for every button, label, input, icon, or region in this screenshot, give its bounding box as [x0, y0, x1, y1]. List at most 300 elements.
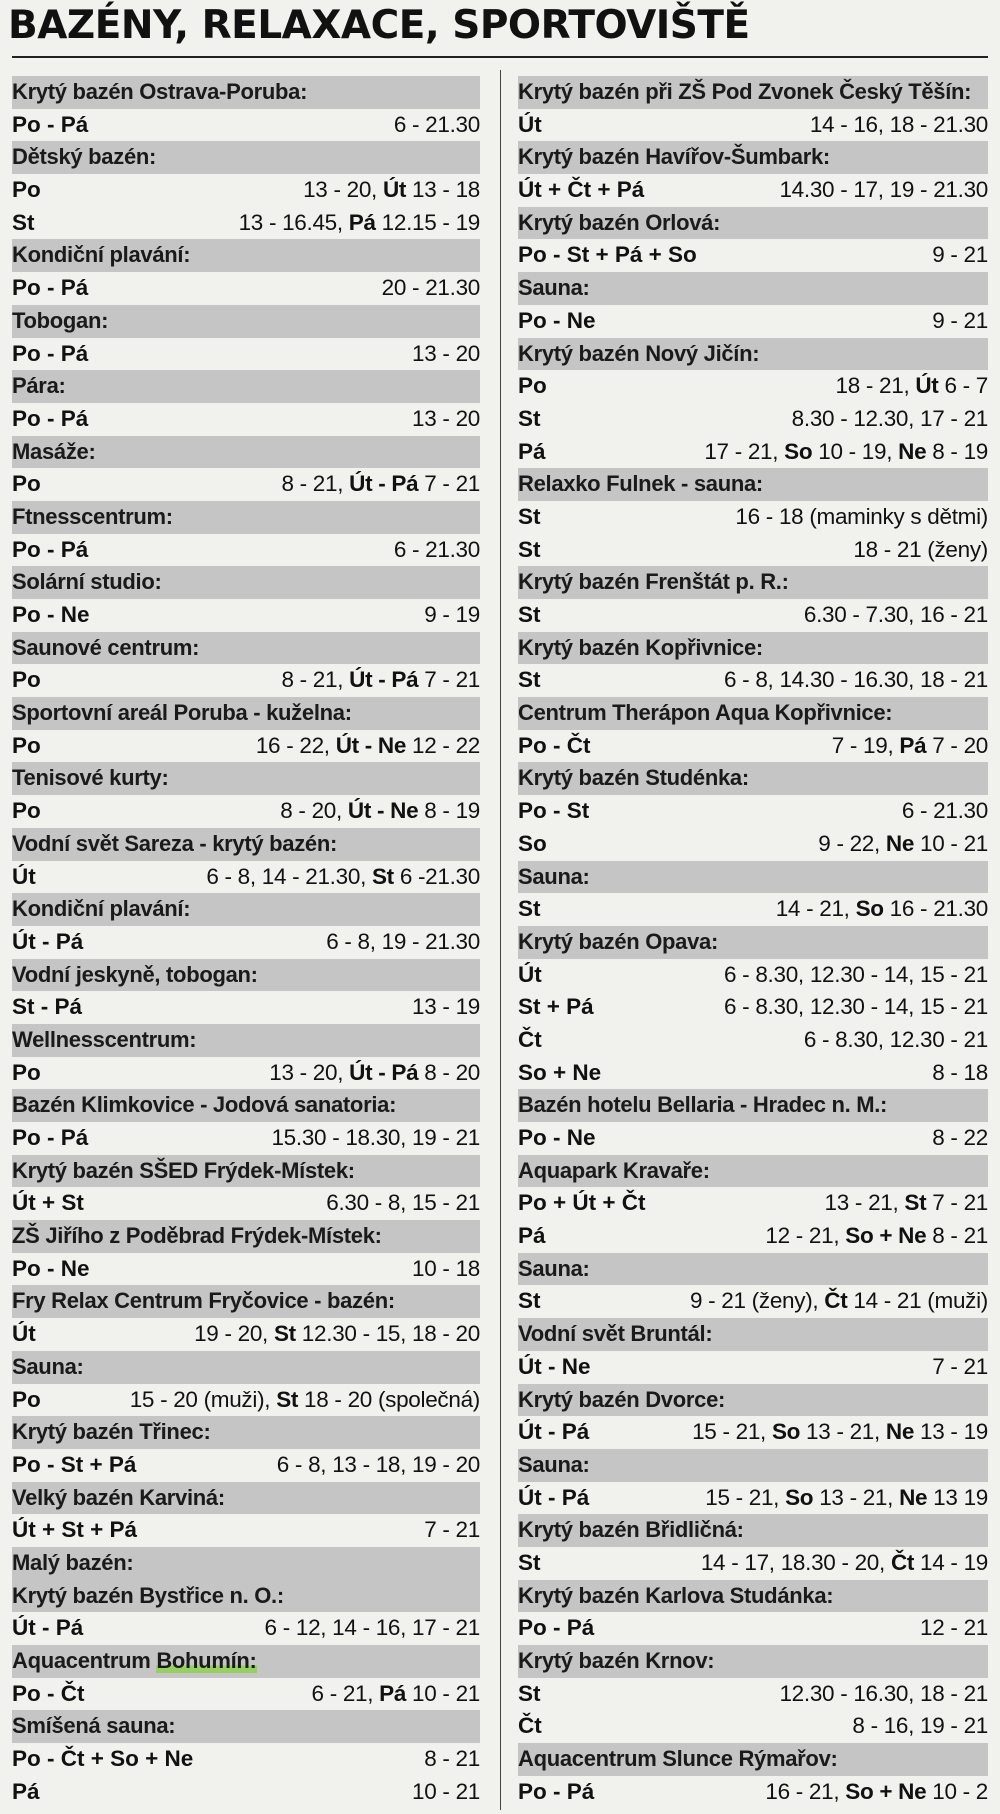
- venue-name: Tobogan:: [12, 307, 109, 333]
- day-label: Út - Pá: [349, 471, 419, 497]
- hours-value: 14 - 21, So 16 - 21.30: [775, 896, 988, 922]
- hours-value: 13 - 19: [412, 994, 480, 1020]
- venue-name: Sauna:: [12, 1353, 84, 1379]
- venue-header: [518, 76, 988, 109]
- hours-value: 6 - 21, Pá 10 - 21: [311, 1680, 480, 1706]
- schedule-row: [518, 1612, 988, 1645]
- schedule-row: [518, 1024, 988, 1057]
- days-label: Po - Pá: [12, 111, 89, 137]
- venue-header: [12, 370, 480, 403]
- venue-name: Smíšená sauna:: [12, 1713, 176, 1739]
- venue-name: Pára:: [12, 373, 66, 399]
- hours-value: 6 - 8, 14 - 21.30, St 6 -21.30: [206, 863, 480, 889]
- days-label: Pá: [12, 1778, 40, 1804]
- schedule-row: [518, 795, 988, 828]
- days-label: Po - Ne: [518, 307, 596, 333]
- venue-name: Krytý bazén Dvorce:: [518, 1386, 726, 1412]
- hours-value: 9 - 21 (ženy), Čt 14 - 21 (muži): [689, 1288, 988, 1314]
- hours-value: 13 - 16.45, Pá 12.15 - 19: [238, 209, 480, 235]
- schedule-row: [12, 403, 480, 436]
- venue-name: Bazén Klimkovice - Jodová sanatoria:: [12, 1092, 397, 1118]
- venue-name: Saunové centrum:: [12, 634, 200, 660]
- venue-name: Krytý bazén Břidličná:: [518, 1517, 744, 1543]
- hours-value: 8 - 16, 19 - 21: [852, 1713, 988, 1739]
- hours-value: 6.30 - 8, 15 - 21: [326, 1190, 480, 1216]
- venue-header: [518, 1580, 988, 1613]
- schedule-row: [12, 338, 480, 371]
- hours-value: 18 - 21, Út 6 - 7: [835, 373, 988, 399]
- schedule-row: [518, 1285, 988, 1318]
- venue-name: Krytý bazén Kopřivnice:: [518, 634, 763, 660]
- hours-value: 19 - 20, St 12.30 - 15, 18 - 20: [194, 1321, 480, 1347]
- schedule-row: [518, 1351, 988, 1384]
- hours-value: 6.30 - 7.30, 16 - 21: [803, 602, 988, 627]
- days-label: Po - St + Pá + So: [518, 242, 697, 268]
- venue-name: Wellnesscentrum:: [12, 1026, 197, 1052]
- schedule-row: [518, 305, 988, 338]
- venue-name: Aquacentrum Slunce Rýmařov:: [518, 1746, 838, 1772]
- schedule-row: [12, 534, 480, 567]
- day-label: Út - Ne: [335, 732, 407, 758]
- venue-header: [12, 1089, 480, 1122]
- venue-name: Sauna:: [518, 1255, 590, 1281]
- day-label: St: [276, 1386, 299, 1412]
- days-label: St: [518, 896, 541, 922]
- day-label: Pá: [899, 732, 927, 758]
- days-label: Po: [12, 1059, 41, 1085]
- schedule-row: [12, 1678, 480, 1711]
- venue-name: Sportovní areál Poruba - kuželna:: [12, 700, 352, 726]
- venue-header: [518, 1514, 988, 1547]
- venue-name: Krytý bazén Frenštát p. R.:: [518, 569, 789, 595]
- days-label: St: [518, 602, 541, 627]
- venue-header: [518, 1645, 988, 1678]
- schedule-row: [12, 1122, 480, 1155]
- venue-header: [12, 959, 480, 992]
- schedule-row: [12, 1057, 480, 1090]
- venue-header: [12, 828, 480, 861]
- venue-name: Krytý bazén Opava:: [518, 928, 719, 954]
- schedule-row: [518, 370, 988, 403]
- schedule-row: [518, 1416, 988, 1449]
- venue-header: [518, 861, 988, 894]
- venue-name: Krytý bazén SŠED Frýdek-Místek:: [12, 1157, 355, 1183]
- venue-header: [518, 1318, 988, 1351]
- day-label: Čt: [890, 1549, 915, 1575]
- hours-value: 15 - 21, So 13 - 21, Ne 13 - 19: [692, 1419, 988, 1445]
- venue-header: [12, 893, 480, 926]
- schedule-row: [518, 599, 988, 632]
- venue-header: [12, 239, 480, 272]
- hours-value: 9 - 19: [424, 602, 480, 627]
- schedule-row: [518, 893, 988, 926]
- schedule-row: [518, 1057, 988, 1090]
- venue-header: [518, 272, 988, 305]
- hours-value: 7 - 21: [932, 1353, 988, 1379]
- venue-name: Kondiční plavání:: [12, 242, 191, 268]
- venue-name: Sauna:: [518, 1451, 590, 1477]
- schedule-row: [12, 174, 480, 207]
- venue-name: Malý bazén:: [12, 1549, 134, 1575]
- day-label: So: [785, 1484, 814, 1510]
- venue-header: [518, 1155, 988, 1188]
- day-label: Pá: [348, 209, 376, 235]
- hours-value: 16 - 22, Út - Ne 12 - 22: [255, 732, 480, 758]
- venue-header: [12, 1220, 480, 1253]
- days-label: St: [518, 536, 541, 562]
- venue-header: [12, 1024, 480, 1057]
- venue-header: [12, 1710, 480, 1743]
- hours-value: 8 - 22: [932, 1125, 988, 1150]
- venue-header: [12, 632, 480, 665]
- day-label: St: [371, 863, 394, 889]
- venue-header: [12, 305, 480, 338]
- days-label: Po - Ne: [12, 1255, 90, 1281]
- venue-header: [12, 1645, 480, 1678]
- schedule-row: [12, 272, 480, 305]
- days-label: St: [518, 503, 541, 529]
- hours-value: 14 - 16, 18 - 21.30: [809, 111, 988, 137]
- hours-value: 12 - 21, So + Ne 8 - 21: [765, 1223, 988, 1249]
- schedule-row: [518, 664, 988, 697]
- venue-name: Dětský bazén:: [12, 144, 157, 170]
- hours-value: 8 - 21: [424, 1746, 480, 1772]
- venue-name: ZŠ Jiřího z Poděbrad Frýdek-Místek:: [12, 1223, 382, 1249]
- days-label: Pá: [518, 438, 546, 464]
- days-label: So + Ne: [518, 1059, 602, 1085]
- hours-value: 6 - 21.30: [393, 536, 480, 562]
- hours-value: 8 - 21, Út - Pá 7 - 21: [281, 667, 480, 693]
- day-label: So: [784, 438, 813, 464]
- schedule-row: [12, 926, 480, 959]
- highlighter-mark: Bohumín:: [156, 1648, 257, 1673]
- days-label: Po: [518, 373, 547, 399]
- right-column: [518, 76, 988, 1808]
- venue-header: [12, 76, 480, 109]
- days-label: Út: [12, 1321, 36, 1347]
- days-label: St: [518, 667, 541, 693]
- schedule-row: [518, 239, 988, 272]
- schedule-row: [518, 403, 988, 436]
- days-label: Po: [12, 798, 41, 824]
- day-label: So: [855, 896, 884, 922]
- venue-header: [12, 1547, 480, 1580]
- days-label: Čt: [518, 1026, 542, 1052]
- column-divider: [500, 70, 501, 1810]
- schedule-row: [12, 991, 480, 1024]
- schedule-row: [12, 1514, 480, 1547]
- hours-value: 13 - 20, Út - Pá 8 - 20: [269, 1059, 480, 1085]
- hours-value: 13 - 21, St 7 - 21: [824, 1190, 988, 1216]
- days-label: Po - Pá: [518, 1778, 595, 1804]
- venue-header: [12, 1482, 480, 1515]
- venue-name: Aquacentrum Bohumín:: [12, 1648, 257, 1673]
- hours-value: 6 - 8, 19 - 21.30: [326, 928, 480, 954]
- venue-name: Krytý bazén Karlova Studánka:: [518, 1582, 834, 1608]
- venue-name: Krytý bazén Orlová:: [518, 209, 721, 235]
- venue-header: [12, 1155, 480, 1188]
- days-label: Čt: [518, 1713, 542, 1739]
- schedule-row: [518, 436, 988, 469]
- days-label: So: [518, 830, 547, 856]
- days-label: St: [518, 405, 541, 431]
- day-label: Ne: [899, 1484, 928, 1510]
- schedule-row: [518, 730, 988, 763]
- venue-name: Krytý bazén Havířov-Šumbark:: [518, 144, 830, 170]
- days-label: Út - Ne: [518, 1353, 591, 1379]
- hours-value: 6 - 21.30: [901, 798, 988, 824]
- hours-value: 6 - 8.30, 12.30 - 21: [803, 1026, 988, 1052]
- day-label: So: [771, 1419, 801, 1445]
- hours-value: 9 - 21: [932, 242, 988, 268]
- schedule-row: [12, 1384, 480, 1417]
- days-label: St: [518, 1680, 541, 1706]
- venue-header: [518, 1253, 988, 1286]
- hours-value: 12.30 - 16.30, 18 - 21: [779, 1680, 988, 1706]
- day-label: Út - Pá: [349, 667, 419, 693]
- schedule-row: [518, 1678, 988, 1711]
- hours-value: 16 - 18 (maminky s dětmi): [735, 503, 988, 529]
- venue-header: [12, 1416, 480, 1449]
- schedule-row: [12, 1318, 480, 1351]
- venue-header: [12, 141, 480, 174]
- days-label: Po - Pá: [12, 405, 89, 431]
- hours-value: 6 - 8.30, 12.30 - 14, 15 - 21: [724, 961, 988, 987]
- hours-value: 8 - 18: [932, 1059, 988, 1085]
- days-label: Po: [12, 732, 41, 758]
- hours-value: 8.30 - 12.30, 17 - 21: [791, 405, 988, 431]
- venue-name: Krytý bazén Nový Jičín:: [518, 340, 760, 366]
- page-title: BAZÉNY, RELAXACE, SPORTOVIŠTĚ: [8, 3, 750, 48]
- days-label: Út + Čt + Pá: [518, 177, 645, 203]
- days-label: Út: [518, 961, 542, 987]
- venue-header: [518, 1449, 988, 1482]
- venue-header: [12, 501, 480, 534]
- schedule-row: [12, 1253, 480, 1286]
- days-label: Út - Pá: [12, 928, 84, 954]
- hours-value: 9 - 21: [932, 307, 988, 333]
- venue-header: [518, 697, 988, 730]
- hours-value: 9 - 22, Ne 10 - 21: [818, 830, 988, 856]
- venue-header: [12, 762, 480, 795]
- days-label: Po: [12, 667, 41, 693]
- days-label: St: [518, 1288, 541, 1314]
- venue-header: [518, 566, 988, 599]
- hours-value: 15 - 21, So 13 - 21, Ne 13 19: [705, 1484, 988, 1510]
- days-label: Út - Pá: [518, 1484, 590, 1510]
- schedule-row: [518, 534, 988, 567]
- venue-name: Sauna:: [518, 863, 590, 889]
- hours-value: 14.30 - 17, 19 - 21.30: [779, 177, 988, 203]
- venue-header: [518, 468, 988, 501]
- venue-name: Fry Relax Centrum Fryčovice - bazén:: [12, 1288, 395, 1314]
- hours-value: 14 - 17, 18.30 - 20, Čt 14 - 19: [700, 1549, 988, 1575]
- days-label: Po - Pá: [12, 340, 89, 366]
- schedule-row: [518, 828, 988, 861]
- hours-value: 13 - 20: [412, 405, 480, 431]
- venue-name: Bazén hotelu Bellaria - Hradec n. M.:: [518, 1092, 888, 1118]
- venue-name: Krytý bazén Třinec:: [12, 1419, 211, 1445]
- schedule-row: [12, 109, 480, 142]
- venue-name: Krytý bazén Studénka:: [518, 765, 749, 791]
- hours-value: 20 - 21.30: [381, 275, 480, 301]
- days-label: Po - Ne: [518, 1125, 596, 1150]
- day-label: Ne: [898, 438, 927, 464]
- day-label: Ne: [885, 1419, 915, 1445]
- schedule-row: [518, 1547, 988, 1580]
- day-label: Pá: [379, 1680, 407, 1706]
- venue-name: Relaxko Fulnek - sauna:: [518, 471, 763, 497]
- venue-name: Ftnesscentrum:: [12, 503, 173, 529]
- day-label: St: [273, 1321, 296, 1347]
- days-label: Po - Pá: [518, 1615, 595, 1641]
- venue-header: [12, 697, 480, 730]
- venue-name: Masáže:: [12, 438, 96, 464]
- hours-value: 6 - 12, 14 - 16, 17 - 21: [264, 1615, 480, 1641]
- day-label: Út - Pá: [349, 1059, 419, 1085]
- venue-name: Centrum Therápon Aqua Kopřivnice:: [518, 700, 893, 726]
- days-label: Út + St + Pá: [12, 1517, 138, 1543]
- schedule-row: [12, 1612, 480, 1645]
- schedule-row: [518, 1710, 988, 1743]
- days-label: Út + St: [12, 1190, 84, 1216]
- hours-value: 16 - 21, So + Ne 10 - 2: [765, 1778, 988, 1804]
- schedule-row: [12, 207, 480, 240]
- schedule-row: [518, 1482, 988, 1515]
- schedule-row: [12, 599, 480, 632]
- days-label: Po - St: [518, 798, 590, 824]
- venue-name: Krytý bazén Krnov:: [518, 1648, 715, 1673]
- hours-value: 17 - 21, So 10 - 19, Ne 8 - 19: [704, 438, 988, 464]
- days-label: St: [518, 1549, 541, 1575]
- days-label: Po: [12, 177, 41, 203]
- days-label: Po - Čt: [12, 1680, 85, 1706]
- venue-name: Vodní jeskyně, tobogan:: [12, 961, 258, 987]
- days-label: Po - Pá: [12, 536, 89, 562]
- day-label: So + Ne: [845, 1778, 927, 1804]
- days-label: Po - Čt + So + Ne: [12, 1746, 194, 1772]
- days-label: Pá: [518, 1223, 546, 1249]
- venue-name: Kondiční plavání:: [12, 896, 191, 922]
- venue-name: Aquapark Kravaře:: [518, 1157, 710, 1183]
- days-label: Po - Ne: [12, 602, 90, 627]
- schedule-row: [12, 795, 480, 828]
- title-rule: [12, 56, 988, 58]
- hours-value: 6 - 21.30: [393, 111, 480, 137]
- hours-value: 10 - 18: [412, 1255, 480, 1281]
- days-label: Po - St + Pá: [12, 1451, 137, 1477]
- venue-name: Sauna:: [518, 275, 590, 301]
- hours-value: 18 - 21 (ženy): [853, 536, 988, 562]
- venue-name: Krytý bazén při ZŠ Pod Zvonek Český Těšín:: [518, 79, 972, 104]
- venue-header: [518, 207, 988, 240]
- schedule-row: [518, 174, 988, 207]
- schedule-row: [12, 861, 480, 894]
- days-label: Út: [518, 111, 542, 137]
- days-label: Po: [12, 471, 41, 497]
- venue-name: Krytý bazén Bystřice n. O.:: [12, 1582, 284, 1608]
- venue-name: Vodní svět Sareza - krytý bazén:: [12, 830, 337, 856]
- day-label: So + Ne: [845, 1223, 927, 1249]
- schedule-row: [518, 1220, 988, 1253]
- day-label: Út: [915, 373, 939, 399]
- venue-header: [12, 436, 480, 469]
- hours-value: 8 - 21, Út - Pá 7 - 21: [281, 471, 480, 497]
- venue-name: Solární studio:: [12, 569, 162, 595]
- hours-value: 6 - 8, 13 - 18, 19 - 20: [276, 1451, 480, 1477]
- schedule-row: [12, 468, 480, 501]
- venue-name: Krytý bazén Ostrava-Poruba:: [12, 79, 308, 104]
- venue-header: [12, 1580, 480, 1613]
- days-label: Po - Čt: [518, 732, 591, 758]
- hours-value: 7 - 19, Pá 7 - 20: [831, 732, 988, 758]
- schedule-row: [518, 1776, 988, 1809]
- schedule-row: [12, 1776, 480, 1809]
- hours-value: 10 - 21: [412, 1778, 480, 1804]
- hours-value: 8 - 20, Út - Ne 8 - 19: [280, 798, 480, 824]
- venue-header: [518, 762, 988, 795]
- hours-value: 6 - 8, 14.30 - 16.30, 18 - 21: [724, 667, 988, 693]
- day-label: Út - Ne: [347, 798, 419, 824]
- days-label: St: [12, 209, 35, 235]
- schedule-row: [12, 1449, 480, 1482]
- venue-name: Velký bazén Karviná:: [12, 1484, 225, 1510]
- venue-header: [518, 141, 988, 174]
- day-label: Ne: [885, 830, 915, 856]
- schedule-row: [518, 501, 988, 534]
- venue-header: [518, 632, 988, 665]
- hours-value: 7 - 21: [424, 1517, 480, 1543]
- schedule-row: [12, 730, 480, 763]
- days-label: St - Pá: [12, 994, 83, 1020]
- schedule-row: [12, 1187, 480, 1220]
- left-column: [12, 76, 480, 1808]
- days-label: Po + Út + Čt: [518, 1190, 646, 1216]
- venue-name: Tenisové kurty:: [12, 765, 169, 791]
- days-label: Út: [12, 863, 36, 889]
- venue-header: [518, 338, 988, 371]
- day-label: Čt: [824, 1288, 848, 1314]
- hours-value: 13 - 20, Út 13 - 18: [303, 177, 480, 203]
- hours-value: 6 - 8.30, 12.30 - 14, 15 - 21: [724, 994, 988, 1020]
- venue-header: [518, 1743, 988, 1776]
- hours-value: 12 - 21: [920, 1615, 988, 1641]
- venue-header: [12, 1351, 480, 1384]
- days-label: Po - Pá: [12, 1125, 89, 1150]
- days-label: Út - Pá: [12, 1615, 84, 1641]
- venue-header: [12, 566, 480, 599]
- days-label: Út - Pá: [518, 1419, 590, 1445]
- venue-header: [12, 1285, 480, 1318]
- schedule-row: [12, 664, 480, 697]
- schedule-row: [518, 1187, 988, 1220]
- hours-value: 13 - 20: [412, 340, 480, 366]
- venue-header: [518, 1384, 988, 1417]
- schedule-row: [518, 109, 988, 142]
- day-label: Út: [382, 177, 407, 203]
- days-label: St + Pá: [518, 994, 594, 1020]
- venue-name: Vodní svět Bruntál:: [518, 1321, 713, 1347]
- hours-value: 15.30 - 18.30, 19 - 21: [271, 1125, 480, 1150]
- days-label: Po - Pá: [12, 275, 89, 301]
- day-label: St: [904, 1190, 927, 1216]
- schedule-row: [518, 1122, 988, 1155]
- schedule-row: [518, 991, 988, 1024]
- schedule-row: [12, 1743, 480, 1776]
- days-label: Po: [12, 1386, 41, 1412]
- hours-value: 15 - 20 (muži), St 18 - 20 (společná): [129, 1386, 480, 1412]
- schedule-row: [518, 959, 988, 992]
